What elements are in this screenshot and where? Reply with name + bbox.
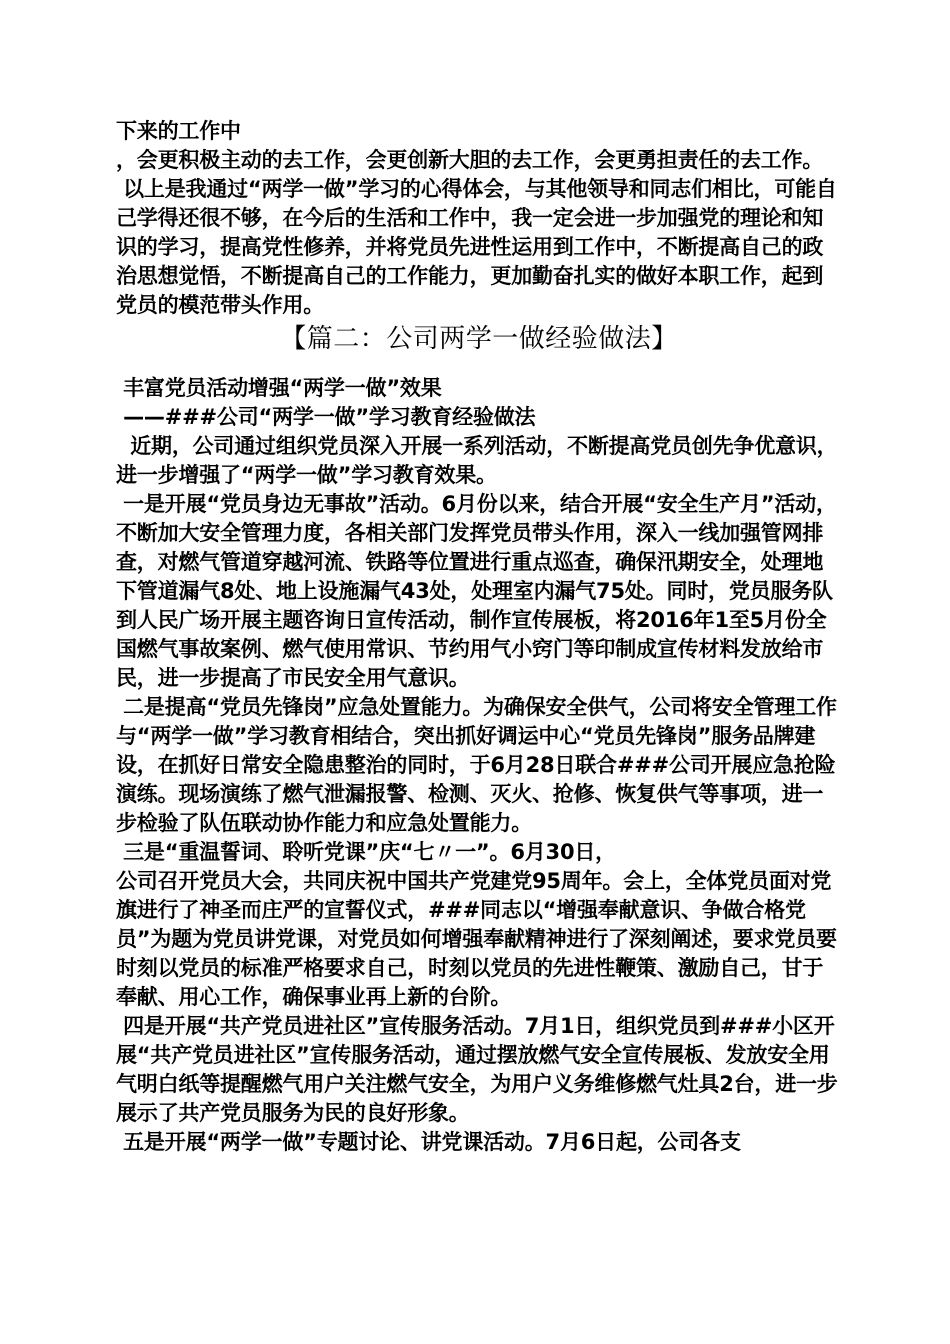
section-heading: 【篇二：公司两学一做经验做法】 (280, 324, 678, 354)
paragraph: 公司召开党员大会，共同庆祝中国共产党建党95周年。会上，全体党员面对党旗进行了神圣而庄严的宣誓仪式，###同志以“增强奉献意识、争做合格党员”为题为党员讲党课，对党员如何增强奉献精神进行了深刻阐述，要求党员要时刻以党员的标准严格要求自己，时刻以党员的先进性鞭策、激励自己，甘于奉献、用心工作，确保事业再上新的台阶。 (116, 869, 837, 1009)
paragraph: 五是开展“两学一做”专题讨论、讲党课活动。7月6日起，公司各支 (116, 1130, 741, 1154)
paragraph: 以上是我通过“两学一做”学习的心得体会，与其他领导和同志们相比，可能自己学得还很不够，在今后的生活和工作中，我一定会进一步加强党的理论和知识的学习，提高党性修养，并将党员先进性运用到工作中，不断提高自己的政治思想觉悟，不断提高自己的工作能力，更加勤奋扎实的做好本职工作，起到党员的模范带头作用。 (116, 177, 837, 317)
article-subtitle: ——###公司“两学一做”学习教育经验做法 (116, 405, 536, 429)
paragraph: 四是开展“共产党员进社区”宣传服务活动。7月1日，组织党员到###小区开展“共产党员进社区”宣传服务活动，通过摆放燃气安全宣传展板、发放安全用气明白纸等提醒燃气用户关注燃气安全，为用户义务维修燃气灶具2台，进一步展示了共产党员服务为民的良好形象。 (116, 1014, 838, 1125)
paragraph: 三是“重温誓词、聆听党课”庆“七〃一”。6月30日， (116, 840, 616, 864)
paragraph: 一是开展“党员身边无事故”活动。6月份以来，结合开展“安全生产月”活动，不断加大安全管理力度，各相关部门发挥党员带头作用，深入一线加强管网排查，对燃气管道穿越河流、铁路等位置进行重点巡查，确保汛期安全，处理地下管道漏气8处、地上设施漏气43处，处理室内漏气75处。同时，党员服务队到人民广场开展主题咨询日宣传活动，制作宣传展板，将2016年1至5月份全国燃气事故案例、燃气使用常识、节约用气小窍门等印制成宣传材料发放给市民，进一步提高了市民安全用气意识。 (116, 492, 837, 690)
paragraph: ，会更积极主动的去工作，会更创新大胆的去工作，会更勇担责任的去工作。 (116, 148, 824, 172)
paragraph: 近期，公司通过组织党员深入开展一系列活动，不断提高党员创先争优意识，进一步增强了“两学一做”学习教育效果。 (116, 434, 838, 487)
document-page (116, 117, 842, 1157)
article-title: 丰富党员活动增强“两学一做”效果 (116, 376, 442, 400)
paragraph: 下来的工作中 (116, 119, 241, 143)
paragraph: 二是提高“党员先锋岗”应急处置能力。为确保安全供气，公司将安全管理工作与“两学一做”学习教育相结合，突出抓好调运中心“党员先锋岗”服务品牌建设，在抓好日常安全隐患整治的同时，于6月28日联合###公司开展应急抢险演练。现场演练了燃气泄漏报警、检测、灭火、抢修、恢复供气等事项，进一步检验了队伍联动协作能力和应急处置能力。 (116, 695, 837, 835)
